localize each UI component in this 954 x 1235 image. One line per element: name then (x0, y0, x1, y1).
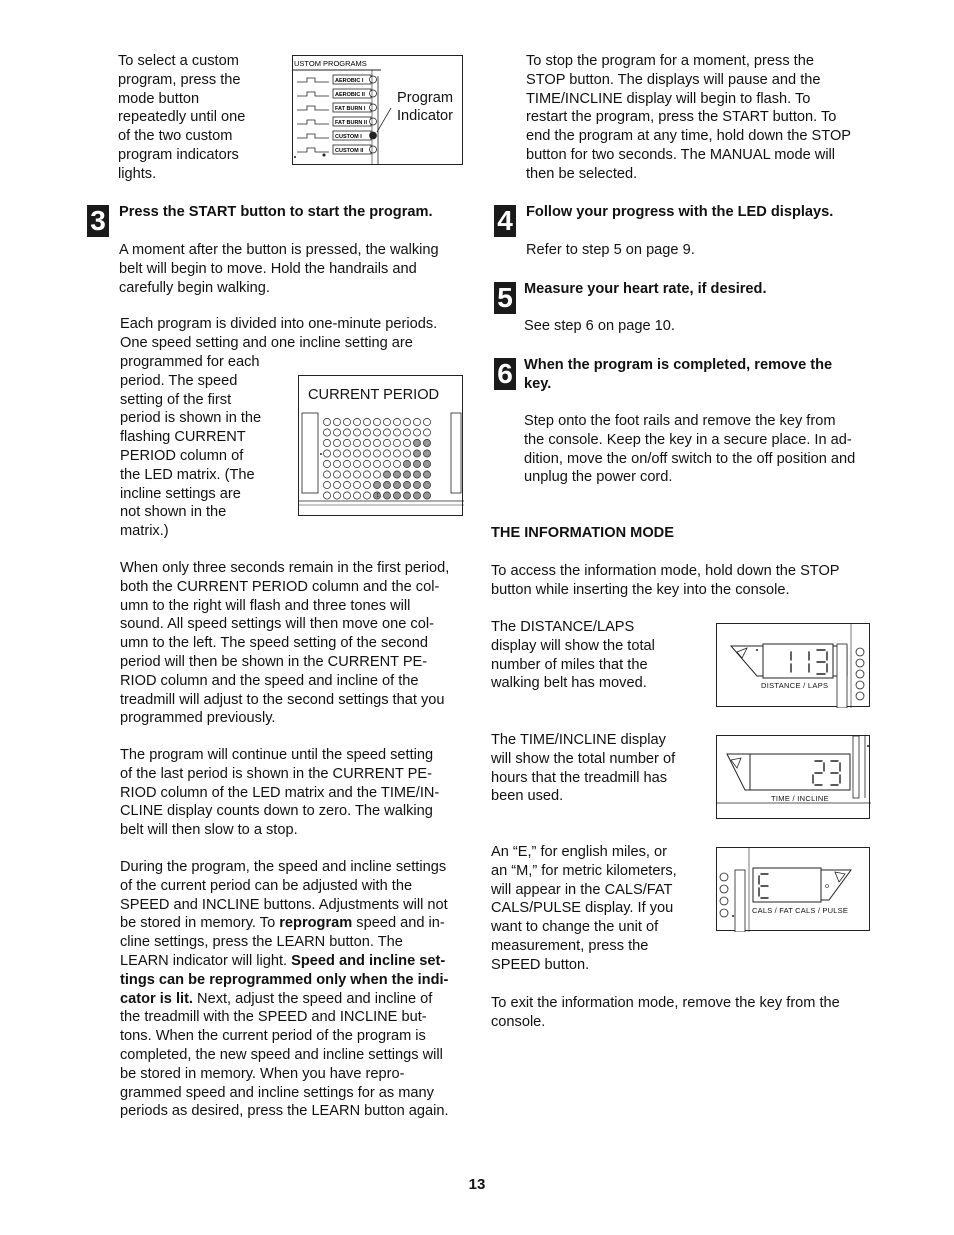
led-dot (383, 429, 390, 436)
led-dot (343, 460, 350, 467)
text-line: To exit the information mode, remove the key from the (491, 995, 840, 1011)
panel-dot (867, 745, 869, 747)
text-line: lights. (118, 165, 157, 182)
led-dot (403, 481, 410, 488)
led-dot (323, 418, 330, 425)
led-dot (353, 429, 360, 436)
led-dot (373, 460, 380, 467)
led-dot (323, 471, 330, 478)
step-3-paragraph-5 (120, 858, 449, 1121)
led-dot (323, 492, 330, 499)
text-line: Each program is divided into one-minute periods. (120, 316, 438, 332)
indicator-light (720, 885, 728, 893)
text-line: STOP button. The displays will pause and the (526, 71, 821, 88)
step-5-badge: 5 (494, 282, 516, 314)
text-line: dition, move the on/off switch to the off position and (524, 450, 856, 467)
led-dot (363, 429, 370, 436)
matrix-left-bar (302, 413, 318, 493)
text-line (120, 1084, 449, 1103)
led-dot (343, 481, 350, 488)
text-line (120, 877, 449, 896)
program-indicator-light (370, 76, 377, 83)
text-line: belt will begin to move. Hold the handrails and (119, 260, 417, 277)
led-dot (343, 471, 350, 478)
step-4-heading: Follow your progress with the LED displays. (526, 204, 834, 220)
text-line (120, 914, 449, 933)
led-dot (353, 450, 360, 457)
matrix-right-bar (451, 413, 461, 493)
led-dot (383, 418, 390, 425)
stop-paragraph (526, 52, 851, 184)
panel-dot (826, 885, 829, 888)
text-line: To select a custom (118, 53, 239, 69)
led-dot (383, 481, 390, 488)
program-indicator-light (370, 118, 377, 125)
led-dot (333, 481, 340, 488)
text-line: button for two seconds. The MANUAL mode will (526, 146, 836, 163)
led-dot (363, 418, 370, 425)
text-line: CALS/PULSE display. If you (491, 900, 674, 917)
step-3-heading: Press the START button to start the program. (119, 204, 433, 220)
led-dot (413, 418, 420, 425)
step-3-paragraph-1 (119, 241, 439, 297)
text-line (120, 990, 449, 1009)
text: be stored in memory. To (120, 915, 280, 932)
information-mode-intro (491, 562, 840, 600)
text-line: an “M,” for metric kilometers, (491, 862, 677, 879)
text-line (120, 933, 449, 952)
program-name: AEROBIC I (335, 78, 364, 84)
led-dot (363, 471, 370, 478)
led-dot (363, 439, 370, 446)
led-dot (413, 460, 420, 467)
custom-programs-header: USTOM PROGRAMS (294, 59, 367, 68)
text-line: programmed previously. (120, 710, 276, 727)
led-dot (323, 481, 330, 488)
text-line: display will show the total (491, 637, 655, 654)
speed-profile-icon (297, 92, 329, 96)
exit-paragraph (491, 994, 840, 1032)
indicator-light (856, 681, 864, 689)
led-dot (323, 460, 330, 467)
text-line (120, 858, 449, 877)
step-3-badge: 3 (87, 205, 109, 237)
step-3-paragraph-2-side (120, 353, 261, 541)
text-line: RIOD column of the LED matrix and the TIME/IN- (120, 784, 440, 801)
time-display-drawing (717, 736, 871, 820)
distance-laps-display-figure (716, 623, 870, 707)
indicator-light (720, 897, 728, 905)
led-dot (413, 429, 420, 436)
step-6-heading (524, 356, 832, 394)
panel-dot (294, 156, 296, 158)
text-line: program indicators (118, 146, 239, 163)
page-number: 13 (468, 1176, 486, 1193)
text-line: the LED matrix. (The (120, 466, 255, 483)
text-line: restart the program, press the START button. To (526, 109, 837, 126)
speed-profile-icon (297, 148, 329, 152)
bold-text: reprogram (279, 915, 353, 932)
led-dot (353, 492, 360, 499)
led-dot (403, 429, 410, 436)
text-line: sound. All speed settings will then move one col- (120, 616, 434, 633)
text-line: of the last period is shown in the CURRENT PE- (120, 765, 433, 782)
led-dot (353, 460, 360, 467)
text: SPEED and INCLINE buttons. Adjustments will not (120, 896, 448, 913)
speed-profile-icon (297, 78, 329, 82)
led-dot (413, 492, 420, 499)
text-line: The TIME/INCLINE display (491, 732, 666, 748)
panel-dot (320, 453, 322, 455)
led-dot (323, 429, 330, 436)
text-line (120, 896, 449, 915)
led-dot (323, 450, 330, 457)
text-line: then be selected. (526, 165, 638, 182)
led-dot (343, 418, 350, 425)
text-line: period will then be shown in the CURRENT PE- (120, 653, 428, 670)
cals-paragraph (491, 843, 677, 975)
step-3-paragraph-3 (120, 559, 449, 728)
text-line: program, press the (118, 71, 241, 88)
text-line: An “E,” for english miles, or (491, 844, 667, 860)
led-dot (333, 460, 340, 467)
text: cline settings, press the LEARN button. The (120, 934, 403, 951)
led-dot (333, 492, 340, 499)
text-line: TIME/INCLINE display will begin to flash. To (526, 90, 811, 107)
led-dot (343, 492, 350, 499)
led-dot (373, 418, 380, 425)
panel-dot (756, 649, 758, 651)
program-indicator-light (370, 146, 377, 153)
led-dot (363, 460, 370, 467)
text-line: measurement, press the (491, 937, 649, 954)
side-bar (853, 736, 859, 798)
text: LEARN indicator will light. (120, 952, 292, 969)
program-indicator-light (370, 132, 377, 139)
led-dot (353, 481, 360, 488)
step-6-body (524, 412, 855, 487)
text: of the current period can be adjusted with the (120, 877, 413, 894)
text-line: A moment after the button is pressed, the walking (119, 242, 439, 258)
text-line: setting of the first (120, 391, 232, 408)
led-dot (383, 460, 390, 467)
led-dot (373, 481, 380, 488)
led-dot (423, 429, 430, 436)
text-line (120, 1065, 449, 1084)
led-dot (403, 460, 410, 467)
text-line: console. (491, 1013, 546, 1030)
text-line: CLINE display counts down to zero. The walking (120, 803, 433, 820)
text-line: treadmill will adjust to the second settings that you (120, 691, 445, 708)
indicator-light (856, 692, 864, 700)
text-line (120, 1102, 449, 1121)
text: be stored in memory. When you have repro- (120, 1065, 405, 1082)
led-dot (423, 439, 430, 446)
text-line: When the program is completed, remove the (524, 357, 833, 373)
text-line: RIOD column and the speed and incline of the (120, 672, 419, 689)
text-line (120, 1008, 449, 1027)
step-3-paragraph-4 (120, 746, 439, 840)
text-line: programmed for each (120, 354, 260, 370)
text-line: will show the total number of (491, 750, 676, 767)
bold-text: cator is lit. (120, 990, 193, 1007)
indicator-light (720, 873, 728, 881)
program-name: CUSTOM I (335, 134, 362, 140)
text-line: The program will continue until the speed setting (120, 747, 434, 763)
information-mode-heading: THE INFORMATION MODE (491, 525, 674, 541)
text-line (120, 1027, 449, 1046)
text-line: umn to the left. The speed setting of the second (120, 635, 429, 652)
led-dot (403, 418, 410, 425)
text-line: walking belt has moved. (491, 675, 647, 692)
step-3-paragraph-2-top (120, 315, 437, 353)
led-dot (403, 450, 410, 457)
led-dot (343, 429, 350, 436)
text-line: repeatedly until one (118, 109, 246, 126)
time-incline-display-figure (716, 735, 870, 819)
text: periods as desired, press the LEARN button again. (120, 1103, 449, 1120)
time-display-label: TIME / INCLINE (771, 794, 829, 803)
led-dot (373, 439, 380, 446)
led-dot (423, 492, 430, 499)
current-period-figure (298, 375, 463, 516)
led-dot (393, 481, 400, 488)
led-dot (393, 471, 400, 478)
led-dot (343, 439, 350, 446)
text-line: mode button (118, 90, 200, 107)
text-line: not shown in the (120, 504, 227, 521)
text-line: To stop the program for a moment, press the (526, 53, 814, 69)
text-line: will appear in the CALS/FAT (491, 881, 673, 898)
led-dot (333, 418, 340, 425)
led-dot (413, 481, 420, 488)
indicator-light (856, 670, 864, 678)
text: During the program, the speed and incline settings (120, 859, 447, 875)
led-dot (423, 481, 430, 488)
indicator-pointer (377, 108, 391, 132)
speed-profile-icon (297, 120, 329, 124)
led-dot (423, 450, 430, 457)
current-period-label: CURRENT PERIOD (308, 387, 440, 403)
text-line: incline settings are (120, 485, 241, 502)
led-dot (393, 492, 400, 499)
text-line: The DISTANCE/LAPS (491, 619, 635, 635)
text-line: key. (524, 375, 552, 392)
speed-profile-icon (297, 106, 329, 110)
text-line: been used. (491, 788, 564, 805)
step-5-body: See step 6 on page 10. (524, 318, 675, 334)
led-dot (413, 439, 420, 446)
text-line: period is shown in the (120, 410, 262, 427)
led-matrix-drawing (299, 376, 464, 517)
led-dot (393, 418, 400, 425)
side-bar (837, 644, 847, 708)
led-dot (403, 439, 410, 446)
text-line: One speed setting and one incline setting are (120, 334, 413, 351)
text-line: the console. Keep the key in a secure place. In ad- (524, 431, 852, 448)
text-line: number of miles that the (491, 656, 648, 673)
cals-display-label: CALS / FAT CALS / PULSE (752, 906, 849, 915)
led-dot (333, 429, 340, 436)
step-4-badge: 4 (494, 205, 516, 237)
text-line: button while inserting the key into the console. (491, 581, 790, 598)
side-bar (735, 870, 745, 932)
cals-display-drawing (717, 848, 871, 932)
program-indicator-light (370, 90, 377, 97)
text-line: carefully begin walking. (119, 279, 270, 296)
led-dot (383, 450, 390, 457)
text-line: SPEED button. (491, 956, 590, 973)
custom-programs-figure (292, 55, 463, 165)
led-dot (323, 439, 330, 446)
text-line: period. The speed (120, 372, 238, 389)
program-indicator-label: Program Indicator (397, 90, 453, 124)
panel-dot (323, 154, 326, 157)
text: Next, adjust the speed and incline of (193, 990, 433, 1007)
step-5-heading: Measure your heart rate, if desired. (524, 281, 767, 297)
text-line: unplug the power cord. (524, 469, 673, 486)
text: the treadmill with the SPEED and INCLINE but- (120, 1009, 427, 1026)
led-dot (363, 450, 370, 457)
led-dot (423, 418, 430, 425)
program-name: FAT BURN I (335, 106, 366, 112)
text-line (120, 971, 449, 990)
speed-profile-icon (297, 134, 329, 138)
bold-text: Speed and incline set- (291, 952, 446, 969)
led-dot (373, 429, 380, 436)
text-line: end the program at any time, hold down the STOP (526, 128, 852, 145)
led-dot (393, 460, 400, 467)
indicator-light (856, 648, 864, 656)
text-line (120, 1046, 449, 1065)
led-dot (403, 492, 410, 499)
text-line: umn to the right will flash and three tones will (120, 597, 411, 614)
led-dot (393, 429, 400, 436)
program-name: FAT BURN II (335, 120, 367, 126)
led-dot (393, 450, 400, 457)
text: completed, the new speed and incline settings will (120, 1046, 443, 1063)
step-4-body: Refer to step 5 on page 9. (526, 242, 695, 258)
text: grammed speed and incline settings for as many (120, 1084, 434, 1101)
distance-paragraph (491, 618, 655, 693)
program-indicator-light (370, 104, 377, 111)
led-dot (393, 439, 400, 446)
text-line: of the two custom (118, 128, 233, 145)
text-line: want to change the unit of (491, 919, 659, 936)
led-dot (363, 492, 370, 499)
cals-pulse-display-figure (716, 847, 870, 931)
text-line: matrix.) (120, 523, 169, 540)
panel-dot (732, 915, 734, 917)
distance-display-label: DISTANCE / LAPS (761, 681, 829, 690)
led-dot (383, 492, 390, 499)
time-paragraph (491, 731, 675, 806)
text-line: Step onto the foot rails and remove the key from (524, 413, 836, 429)
indicator-light (720, 909, 728, 917)
text-line: When only three seconds remain in the first period, (120, 560, 450, 576)
led-dot (333, 450, 340, 457)
text: speed and in- (352, 915, 445, 932)
program-name: CUSTOM II (335, 148, 364, 154)
step-6-badge: 6 (494, 358, 516, 390)
led-dot (353, 471, 360, 478)
current-column-marker-icon: ↕ (376, 492, 380, 499)
led-dot (373, 450, 380, 457)
led-dot (333, 471, 340, 478)
display-window (763, 644, 833, 678)
led-dot (423, 460, 430, 467)
text-line: belt will then slow to a stop. (120, 822, 298, 839)
led-dot (343, 450, 350, 457)
text-line: To access the information mode, hold down the STOP (491, 563, 840, 579)
text-line: hours that the treadmill has (491, 769, 668, 786)
led-dot (373, 471, 380, 478)
custom-program-intro (118, 52, 245, 184)
led-dot (413, 450, 420, 457)
indicator-light (856, 659, 864, 667)
led-dot (353, 439, 360, 446)
led-dot (383, 471, 390, 478)
text-line: PERIOD column of (120, 447, 244, 464)
text: tons. When the current period of the program is (120, 1028, 426, 1045)
led-dot (383, 439, 390, 446)
distance-display-drawing (717, 624, 871, 708)
led-dot (403, 471, 410, 478)
text-line: both the CURRENT PERIOD column and the col- (120, 578, 440, 595)
led-dot (353, 418, 360, 425)
display-window (753, 868, 821, 902)
led-dot (333, 439, 340, 446)
led-dot (413, 471, 420, 478)
bold-text: tings can be reprogrammed only when the indi- (120, 971, 449, 988)
text-line (120, 952, 449, 971)
program-name: AEROBIC II (335, 92, 365, 98)
text-line: flashing CURRENT (120, 429, 246, 446)
led-dot (423, 471, 430, 478)
led-dot (363, 481, 370, 488)
